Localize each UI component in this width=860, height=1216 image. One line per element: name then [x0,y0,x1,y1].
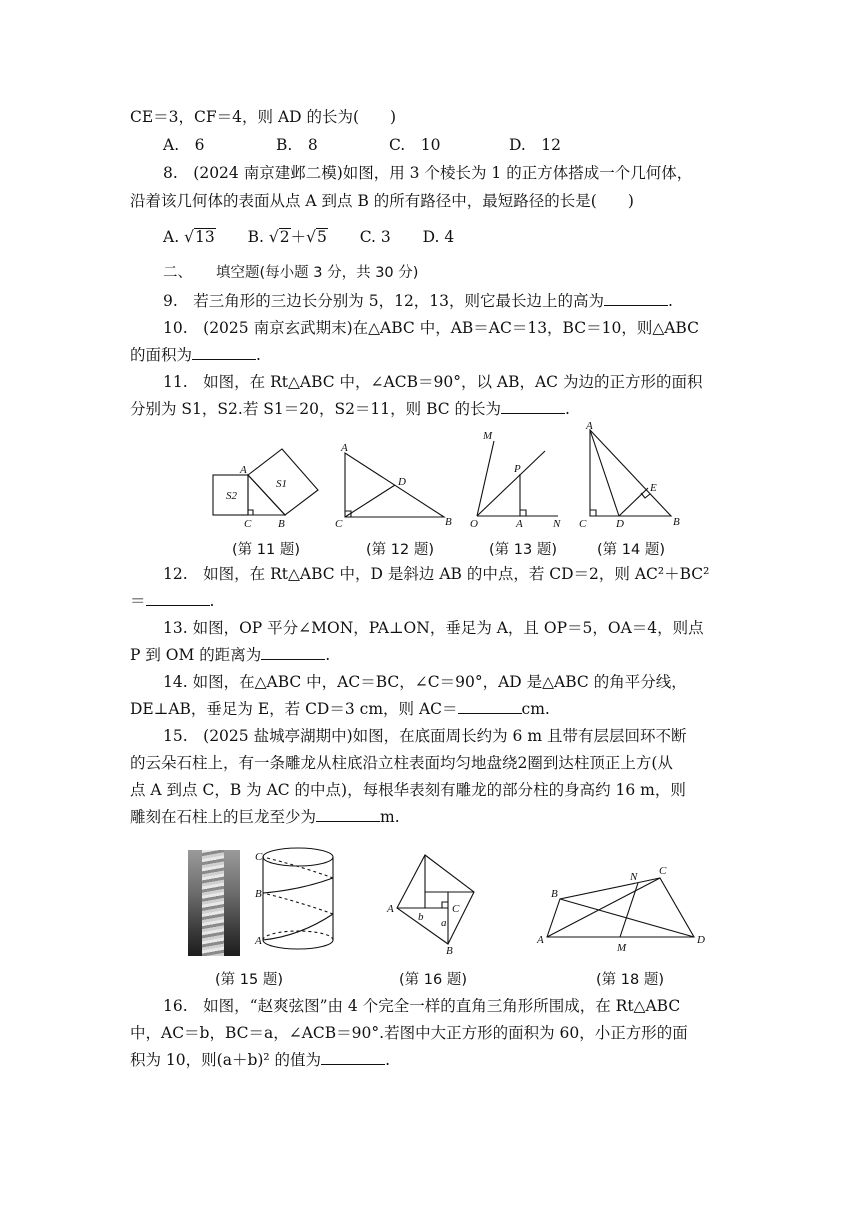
figure-row-1 [0,415,860,540]
q8-option-a-radicand: 13 [194,228,215,246]
q8-option-b-label: B. [247,228,264,246]
figure-row-2 [0,840,860,965]
sqrt-icon: √ [306,228,316,246]
q7-option-d: D. 12 [509,136,562,154]
q15-line2: 的云朵石柱上，有一条雕龙从柱底沿立柱表面均匀地盘绕2圈到达柱顶正上方(从 [130,754,673,772]
label-A: A [516,518,523,530]
q15-line3: 点 A 到点 C，B 为 AC 的中点)，每根华表刻有雕龙的部分柱的身高约 16 m，则 [130,781,686,799]
sqrt-icon: √ [184,228,194,246]
label-C: C [335,518,343,530]
q14-text: DE⊥AB，垂足为 E，若 CD＝3 cm，则 AC＝ [130,700,458,718]
caption-fig-11: (第 11 题) [232,542,300,558]
q14-line1: 14. 如图，在△ABC 中，AC＝BC，∠C＝90°，AD 是△ABC 的角平分线， [163,673,687,691]
q12-line1: 12. 如图，在 Rt△ABC 中，D 是斜边 AB 的中点，若 CD＝2，则 AC²＋BC² [163,565,710,583]
label-B: B [445,516,452,528]
label-C: C [244,518,252,530]
figure-13 [470,430,561,530]
label-A: A [387,903,394,915]
label-P: P [514,463,521,475]
label-E: E [650,482,657,494]
figure-11 [213,449,318,530]
answer-blank[interactable] [146,591,210,606]
caption-fig-12: (第 12 题) [366,542,434,558]
label-B: B [446,945,453,957]
q8-option-b-radicand2: 5 [317,228,327,246]
label-D: D [398,476,406,488]
label-B: B [278,518,285,530]
label-A: A [586,420,593,432]
q11-line2: 分别为 S1，S2.若 S1＝20，S2＝11，则 BC 的长为 . [130,400,570,418]
section2-number: 二、 [163,265,192,281]
q11-text: 分别为 S1，S2.若 S1＝20，S2＝11，则 BC 的长为 [130,400,502,418]
label-D: D [697,934,705,946]
label-O: O [470,518,478,530]
q8-option-c: C. 3 [359,228,391,246]
q10-line2: 的面积为 . [130,346,261,364]
label-A: A [341,442,348,454]
q12-text: ＝ [130,592,146,610]
label-S2: S2 [226,490,237,502]
label-C: C [255,851,263,863]
answer-blank[interactable] [501,399,565,414]
q8-option-b-plus: ＋ [290,228,307,246]
q15-line4 [130,806,400,828]
section2-header [163,262,418,284]
caption-fig-16: (第 16 题) [399,972,467,988]
figure-15 [254,848,333,949]
q7-option-a: A. 6 [163,136,205,154]
answer-blank[interactable] [261,645,325,660]
q9-text: 9. 若三角形的三边长分别为 5，12，13，则它最长边上的高为 [163,292,605,310]
q13-line2: P 到 OM 的距离为 . [130,646,331,664]
label-A: A [255,935,262,947]
label-N: N [553,518,561,530]
q8-options [163,226,454,248]
label-B: B [255,888,262,900]
q9-line: 9. 若三角形的三边长分别为 5，12，13，则它最长边上的高为 . [163,292,673,310]
label-a: a [441,917,447,929]
q10-text: 的面积为 [130,346,193,364]
answer-blank[interactable] [458,699,522,714]
q13-line1: 13. 如图，OP 平分∠MON，PA⊥ON，垂足为 A，且 OP＝5，OA＝4，则点 [163,619,704,637]
q16-text: 积为 10，则(a＋b)² 的值为 [130,1051,322,1069]
label-M: M [483,430,493,442]
label-M: M [617,942,627,954]
caption-fig-15: (第 15 题) [215,972,283,988]
answer-blank[interactable] [321,1050,385,1065]
q8-line1: 8. (2024 南京建邺二模)如图，用 3 个棱长为 1 的正方体搭成一个几何体， [163,164,693,182]
q8-line2: 沿着该几何体的表面从点 A 到点 B 的所有路径中，最短路径的长是( ) [130,192,634,210]
label-B: B [673,516,680,528]
label-b: b [418,911,424,923]
q14-unit: cm. [521,700,550,718]
label-B: B [551,888,558,900]
q15-line1: 15. (2025 盐城亭湖期中)如图，在底面周长约为 6 m 且带有层层回环不断 [163,727,687,745]
figure-18 [536,865,705,954]
label-D: D [616,518,624,530]
q16-line1: 16. 如图，“赵爽弦图”由 4 个完全一样的直角三角形所围成，在 Rt△ABC [163,997,681,1015]
q7-continuation: CE＝3，CF＝4，则 AD 的长为( ) [130,108,397,126]
label-C: C [659,865,667,877]
q11-line1: 11. 如图，在 Rt△ABC 中，∠ACB＝90°，以 AB，AC 为边的正方形的面积 [163,373,703,391]
answer-blank[interactable] [316,807,380,822]
q12-line2: ＝ . [130,592,215,610]
label-C: C [579,518,587,530]
label-C: C [452,903,460,915]
q16-line2: 中，AC＝b，BC＝a，∠ACB＝90°.若图中大正方形的面积为 60，小正方形的面 [130,1024,688,1042]
label-S1: S1 [276,478,287,490]
answer-blank[interactable] [604,291,668,306]
q13-text: P 到 OM 的距离为 [130,646,262,664]
q8-option-a-label: A. [163,228,180,246]
figure-14 [579,420,680,530]
q15-text: 雕刻在石柱上的巨龙至少为 [130,808,317,826]
figure-16 [386,855,474,957]
q7-option-c: C. 10 [389,136,441,154]
section2-title: 填空题(每小题 3 分，共 30 分) [216,265,419,281]
q7-option-b: B. 8 [276,136,318,154]
label-N: N [630,871,638,883]
answer-blank[interactable] [192,345,256,360]
label-A: A [537,934,544,946]
q8-option-d: D. 4 [422,228,455,246]
label-A: A [240,464,247,476]
q8-option-b-radicand1: 2 [279,228,290,246]
caption-fig-13: (第 13 题) [489,542,557,558]
caption-fig-18: (第 18 题) [596,972,664,988]
sqrt-icon: √ [268,228,279,246]
q10-line1: 10. (2025 南京玄武期末)在△ABC 中，AB＝AC＝13，BC＝10，则△ABC [163,319,699,337]
q16-line3: 积为 10，则(a＋b)² 的值为 . [130,1051,390,1069]
figure-12 [335,442,452,530]
q15-unit: m. [380,808,400,826]
caption-fig-14: (第 14 题) [597,542,665,558]
q14-line2 [130,698,550,720]
